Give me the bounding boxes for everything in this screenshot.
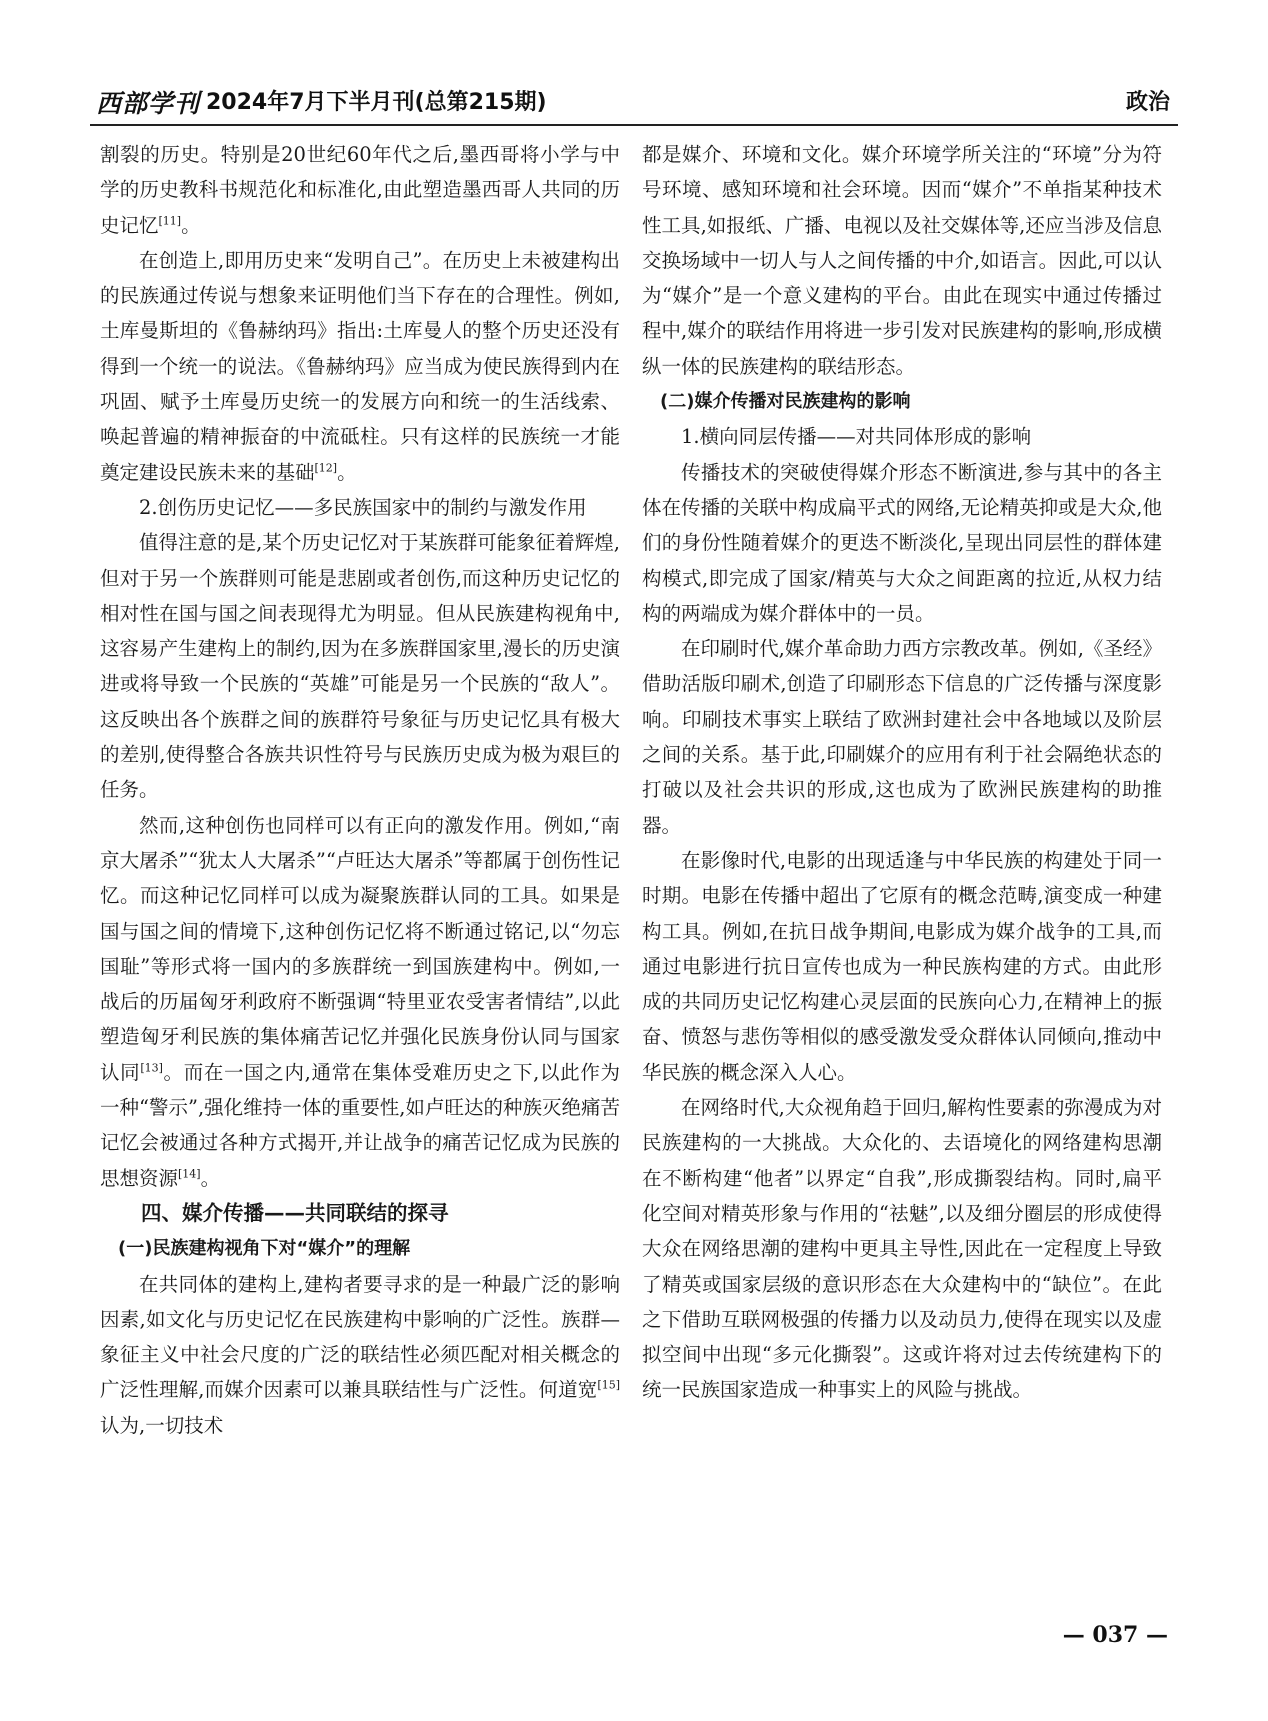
paragraph: 割裂的历史。特别是20世纪60年代之后,墨西哥将小学与中学的历史教科书规范化和标准化,由此塑造墨西哥人共同的历史记忆[11]。 bbox=[100, 143, 620, 237]
subsection-heading: (二)媒介传播对民族建构的影响 bbox=[660, 391, 911, 413]
section-name: 政治 bbox=[1125, 90, 1170, 115]
subsection-item-heading: 2.创伤历史记忆——多民族国家中的制约与激发作用 bbox=[139, 495, 587, 519]
citation: [14] bbox=[178, 1167, 201, 1181]
paragraph: 传播技术的突破使得媒介形态不断演进,参与其中的各主体在传播的关联中构成扁平式的网络,无论精英抑或是大众,他们的身份性随着媒介的更迭不断淡化,呈现出同层性的群体建构模式,即完成了国家/精英与大众之间距离的拉近,从权力结构的两端成为媒介群体中的一员。 bbox=[642, 460, 1162, 625]
paragraph: 然而,这种创伤也同样可以有正向的激发作用。例如,“南京大屠杀”“犹太人大屠杀”“卢旺达大屠杀”等都属于创伤性记忆。而这种记忆同样可以成为凝聚族群认同的工具。如果是国与国之间的情境下,这种创伤记忆将不断通过铭记,以“勿忘国耻”等形式将一国内的多族群统一到国族建构中。例如,一战后的历届匈牙利政府不断强调“特里亚农受害者情结”,以此塑造匈牙利民族的集体痛苦记忆并强化民族身份认同与国家认同[13]。而在一国之内,通常在集体受难历史之下,以此作为一种“警示”,强化维持一体的重要性,如卢旺达的种族灭绝痛苦记忆会被通过各种方式揭开,并让战争的痛苦记忆成为民族的思想资源[14]。 bbox=[100, 813, 620, 1190]
subsection-heading: (一)民族建构视角下对“媒介”的理解 bbox=[118, 1238, 411, 1260]
paragraph: 在影像时代,电影的出现适逢与中华民族的构建处于同一时期。电影在传播中超出了它原有的概念范畴,演变成一种建构工具。例如,在抗日战争期间,电影成为媒介战争的工具,而通过电影进行抗日宣传也成为一种民族构建的方式。由此形成的共同历史记忆构建心灵层面的民族向心力,在精神上的振奋、愤怒与悲伤等相似的感受激发受众群体认同倾向,推动中华民族的概念深入人心。 bbox=[642, 848, 1162, 1084]
citation: [12] bbox=[314, 461, 338, 475]
paragraph: 在印刷时代,媒介革命助力西方宗教改革。例如,《圣经》借助活版印刷术,创造了印刷形态下信息的广泛传播与深度影响。印刷技术事实上联结了欧洲封建社会中各地域以及阶层之间的关系。基于此,印刷媒介的应用有利于社会隔绝状态的打破以及社会共识的形成,这也成为了欧洲民族建构的助推器。 bbox=[642, 637, 1162, 837]
subsection-item-heading: 1.横向同层传播——对共同体形成的影响 bbox=[681, 425, 1032, 449]
page-header bbox=[90, 84, 1178, 120]
citation: [13] bbox=[140, 1061, 163, 1075]
citation: [11] bbox=[158, 214, 182, 228]
right-column bbox=[642, 137, 1162, 1617]
section-heading: 四、媒介传播——共同联结的探寻 bbox=[141, 1200, 449, 1225]
paragraph: 在网络时代,大众视角趋于回归,解构性要素的弥漫成为对民族建构的一大挑战。大众化的、去语境化的网络建构思潮在不断构建“他者”以界定“自我”,形成撕裂结构。同时,扁平化空间对精英形象与作用的“祛魅”,以及细分圈层的形成使得大众在网络思潮的建构中更具主导性,因此在一定程度上导致了精英或国家层级的意识形态在大众建构中的“缺位”。在此之下借助互联网极强的传播力以及动员力,使得在现实以及虚拟空间中出现“多元化撕裂”。这或许将对过去传统建构下的统一民族国家造成一种事实上的风险与挑战。 bbox=[642, 1096, 1162, 1402]
journal-logo: 西部学刊 bbox=[96, 89, 201, 118]
left-column bbox=[100, 137, 620, 1617]
citation: [15] bbox=[597, 1378, 620, 1392]
header-rule bbox=[90, 124, 1178, 126]
issue-info: 2024年7月下半月刊(总第215期) bbox=[206, 90, 547, 115]
paragraph: 在创造上,即用历史来“发明自己”。在历史上未被建构出的民族通过传说与想象来证明他们当下存在的合理性。例如,土库曼斯坦的《鲁赫纳玛》指出:土库曼人的整个历史还没有得到一个统一的说法。《鲁赫纳玛》应当成为使民族得到内在巩固、赋予土库曼历史统一的发展方向和统一的生活线索、唤起普遍的精神振奋的中流砥柱。只有这样的民族统一才能奠定建设民族未来的基础[12]。 bbox=[100, 248, 620, 484]
page-number: — 037 — bbox=[1062, 1622, 1168, 1648]
paragraph: 都是媒介、环境和文化。媒介环境学所关注的“环境”分为符号环境、感知环境和社会环境。因而“媒介”不单指某种技术性工具,如报纸、广播、电视以及社交媒体等,还应当涉及信息交换场域中一切人与人之间传播的中介,如语言。因此,可以认为“媒介”是一个意义建构的平台。由此在现实中通过传播过程中,媒介的联结作用将进一步引发对民族建构的影响,形成横纵一体的民族建构的联结形态。 bbox=[642, 143, 1162, 378]
paragraph: 在共同体的建构上,建构者要寻求的是一种最广泛的影响因素,如文化与历史记忆在民族建构中影响的广泛性。族群—象征主义中社会尺度的广泛的联结性必须匹配对相关概念的广泛性理解,而媒介因素可以兼具联结性与广泛性。何道宽[15]认为,一切技术 bbox=[100, 1272, 620, 1437]
paragraph: 值得注意的是,某个历史记忆对于某族群可能象征着辉煌,但对于另一个族群则可能是悲剧或者创伤,而这种历史记忆的相对性在国与国之间表现得尤为明显。但从民族建构视角中,这容易产生建构上的制约,因为在多族群国家里,漫长的历史演进或将导致一个民族的“英雄”可能是另一个民族的“敌人”。这反映出各个族群之间的族群符号象征与历史记忆具有极大的差别,使得整合各族共识性符号与民族历史成为极为艰巨的任务。 bbox=[100, 531, 620, 802]
